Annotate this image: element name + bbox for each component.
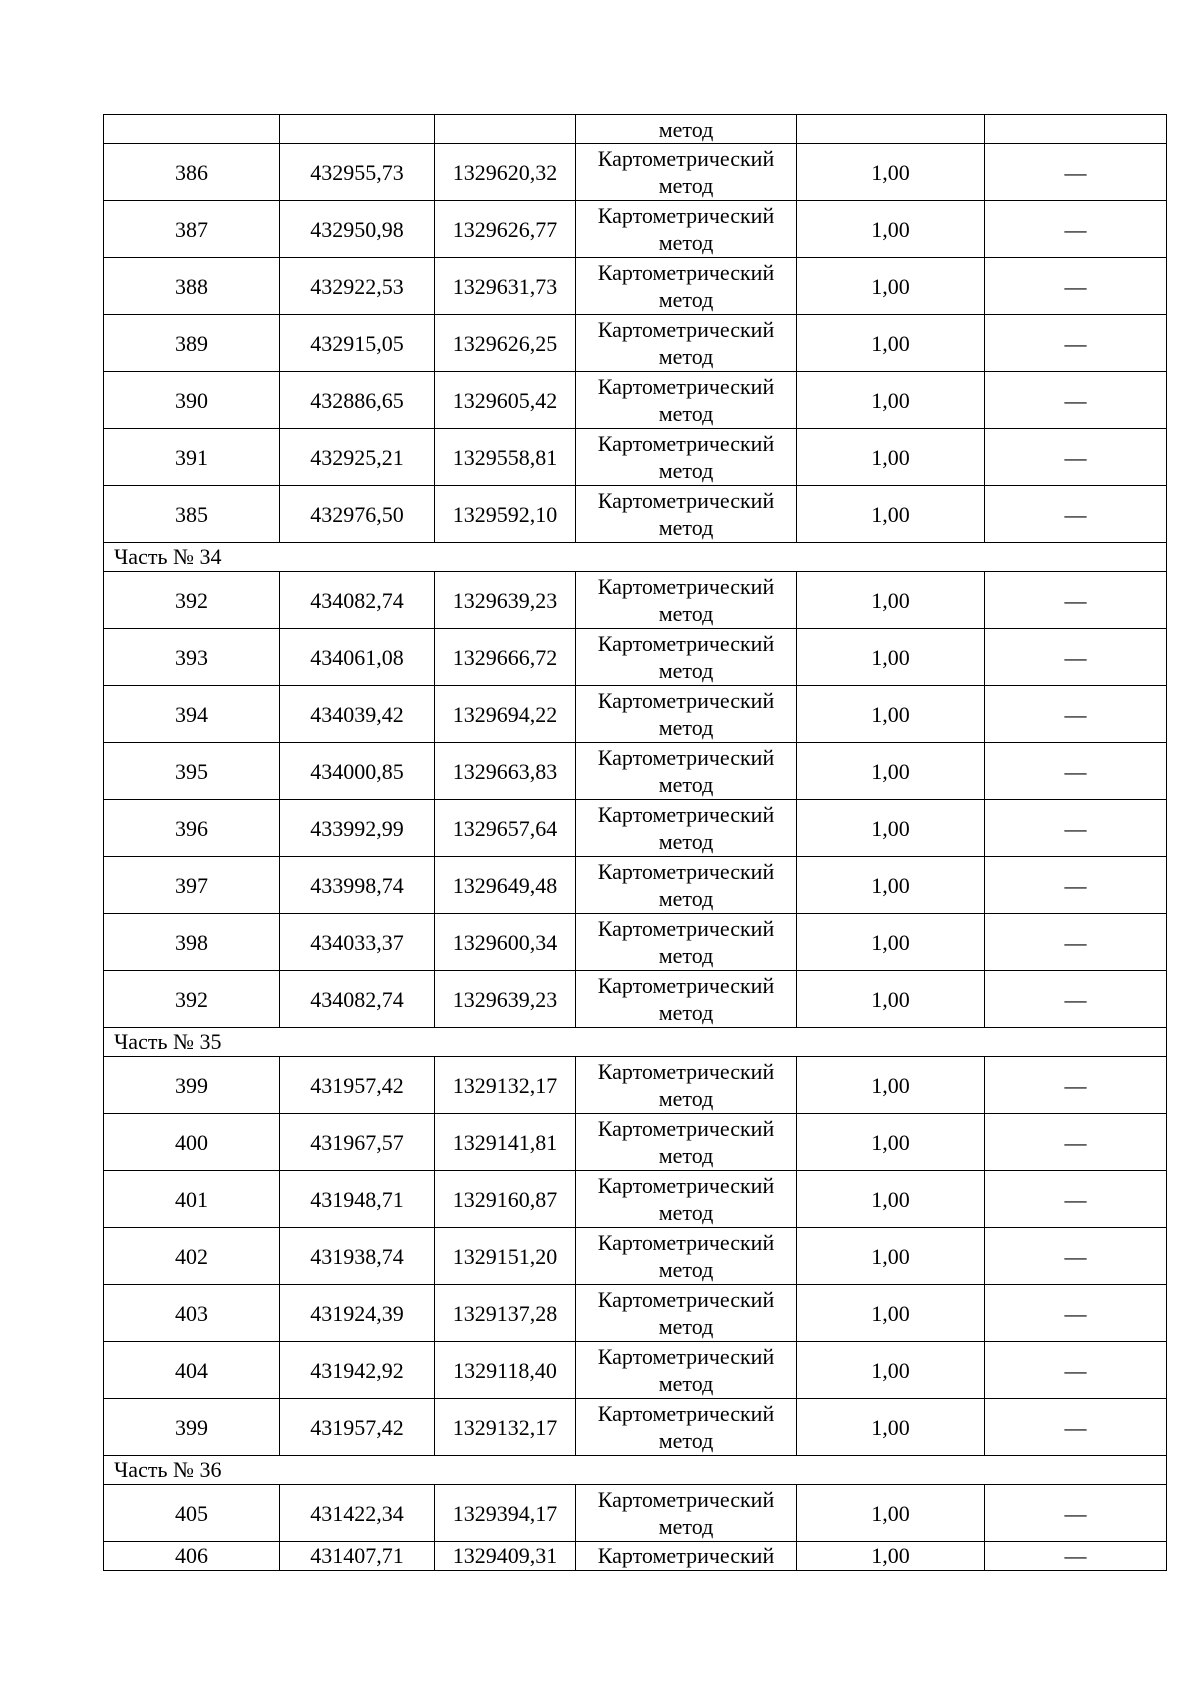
point-number-cell: 398 [104, 914, 280, 971]
method-cell [576, 315, 797, 372]
method-line-1: Картометрический [597, 146, 775, 171]
point-number-cell: 393 [104, 629, 280, 686]
method-cell [576, 971, 797, 1028]
x-coordinate-cell: 431422,34 [280, 1485, 435, 1542]
coordinates-table-body [104, 115, 1167, 1571]
point-number-cell: 400 [104, 1114, 280, 1171]
method-line-2: метод [658, 1143, 714, 1168]
part-header-row [104, 543, 1167, 572]
method-cell [576, 1285, 797, 1342]
x-coordinate-cell: 434000,85 [280, 743, 435, 800]
method-cell [576, 629, 797, 686]
table-row [104, 1171, 1167, 1228]
method-line-1: Картометрический [597, 745, 775, 770]
method-line-2: метод [658, 1428, 714, 1453]
method-line-1: Картометрический [597, 488, 775, 513]
accuracy-cell: 1,00 [797, 429, 985, 486]
x-coordinate-cell: 431948,71 [280, 1171, 435, 1228]
description-cell [985, 1114, 1167, 1171]
method-cell [576, 857, 797, 914]
accuracy-cell: 1,00 [797, 315, 985, 372]
method-cell [576, 1057, 797, 1114]
dash-mark: — [1064, 872, 1087, 898]
method-line-1: Картометрический [597, 1230, 775, 1255]
x-coordinate-cell: 431967,57 [280, 1114, 435, 1171]
table-row [104, 372, 1167, 429]
method-cell [576, 914, 797, 971]
table-row [104, 971, 1167, 1028]
point-number-cell: 403 [104, 1285, 280, 1342]
method-line-1: Картометрический [597, 1287, 775, 1312]
method-cell [576, 429, 797, 486]
y-coordinate-cell: 1329592,10 [435, 486, 576, 543]
description-cell [985, 201, 1167, 258]
method-line-2: метод [658, 829, 714, 854]
y-coordinate-cell: 1329558,81 [435, 429, 576, 486]
y-coordinate-cell: 1329649,48 [435, 857, 576, 914]
dash-mark: — [1064, 1543, 1087, 1568]
description-cell [985, 258, 1167, 315]
y-coordinate-cell: 1329666,72 [435, 629, 576, 686]
y-coordinate-cell: 1329663,83 [435, 743, 576, 800]
accuracy-cell: 1,00 [797, 1228, 985, 1285]
x-coordinate-cell: 432915,05 [280, 315, 435, 372]
part-header-row [104, 1456, 1167, 1485]
method-line-1: Картометрический [597, 1401, 775, 1426]
x-coordinate-cell: 434039,42 [280, 686, 435, 743]
dash-mark: — [1064, 330, 1087, 356]
accuracy-cell: 1,00 [797, 800, 985, 857]
point-number-cell: 394 [104, 686, 280, 743]
dash-mark: — [1064, 1186, 1087, 1212]
part-label: Часть № 36 [104, 1456, 1167, 1485]
accuracy-cell: 1,00 [797, 629, 985, 686]
y-coordinate-cell: 1329626,77 [435, 201, 576, 258]
method-cell [576, 1399, 797, 1456]
y-coordinate-cell: 1329657,64 [435, 800, 576, 857]
method-line-2: метод [658, 173, 714, 198]
dash-mark: — [1064, 815, 1087, 841]
method-cell [576, 1171, 797, 1228]
y-coordinate-cell: 1329394,17 [435, 1485, 576, 1542]
accuracy-cell: 1,00 [797, 914, 985, 971]
method-cell [576, 572, 797, 629]
table-row [104, 201, 1167, 258]
description-cell [985, 1285, 1167, 1342]
dash-mark: — [1064, 216, 1087, 242]
method-line-1: Картометрический [597, 859, 775, 884]
accuracy-cell: 1,00 [797, 743, 985, 800]
accuracy-cell: 1,00 [797, 857, 985, 914]
x-coordinate-cell: 432950,98 [280, 201, 435, 258]
method-cell: метод [576, 115, 797, 144]
method-line-1: Картометрический [597, 1173, 775, 1198]
accuracy-cell: 1,00 [797, 971, 985, 1028]
y-coordinate-cell: 1329137,28 [435, 1285, 576, 1342]
method-cell [576, 1114, 797, 1171]
method-line-1: Картометрический [597, 431, 775, 456]
method-line-1: Картометрический [597, 1487, 775, 1512]
x-coordinate-cell: 432922,53 [280, 258, 435, 315]
x-coordinate-cell: 432886,65 [280, 372, 435, 429]
method-cell [576, 1342, 797, 1399]
method-line-2: метод [658, 458, 714, 483]
accuracy-cell: 1,00 [797, 1114, 985, 1171]
y-coordinate-cell: 1329626,25 [435, 315, 576, 372]
accuracy-cell: 1,00 [797, 1399, 985, 1456]
y-coordinate-cell: 1329600,34 [435, 914, 576, 971]
x-coordinate-cell: 434061,08 [280, 629, 435, 686]
method-cell [576, 743, 797, 800]
method-line-2: метод [658, 772, 714, 797]
x-coordinate-cell: 431924,39 [280, 1285, 435, 1342]
method-line-2: метод [658, 515, 714, 540]
description-cell [985, 1057, 1167, 1114]
point-number-cell: 399 [104, 1399, 280, 1456]
x-coordinate-cell: 432955,73 [280, 144, 435, 201]
method-cell [576, 686, 797, 743]
x-coordinate-cell: 433998,74 [280, 857, 435, 914]
dash-mark: — [1064, 644, 1087, 670]
accuracy-cell: 1,00 [797, 1342, 985, 1399]
point-number-cell: 396 [104, 800, 280, 857]
method-line-1: Картометрический [597, 688, 775, 713]
table-row [104, 1399, 1167, 1456]
description-cell [985, 629, 1167, 686]
table-row-continued [104, 115, 1167, 144]
accuracy-cell: 1,00 [797, 1542, 985, 1571]
description-cell [985, 743, 1167, 800]
x-coordinate-cell: 431938,74 [280, 1228, 435, 1285]
y-coordinate-cell: 1329132,17 [435, 1399, 576, 1456]
x-coordinate-cell: 431957,42 [280, 1057, 435, 1114]
method-cell [576, 372, 797, 429]
point-number-cell: 391 [104, 429, 280, 486]
accuracy-cell: 1,00 [797, 686, 985, 743]
method-line-1: Картометрический [597, 631, 775, 656]
method-cell [576, 800, 797, 857]
table-row [104, 914, 1167, 971]
y-coordinate-cell: 1329605,42 [435, 372, 576, 429]
point-number-cell [104, 115, 280, 144]
table-row [104, 1542, 1167, 1571]
dash-mark: — [1064, 587, 1087, 613]
method-line-1: Картометрический [597, 973, 775, 998]
description-cell [985, 572, 1167, 629]
accuracy-cell: 1,00 [797, 572, 985, 629]
part-label: Часть № 35 [104, 1028, 1167, 1057]
x-coordinate-cell: 434033,37 [280, 914, 435, 971]
description-cell [985, 429, 1167, 486]
point-number-cell: 386 [104, 144, 280, 201]
method-cell [576, 1485, 797, 1542]
x-coordinate-cell: 434082,74 [280, 572, 435, 629]
method-line-1: Картометрический [597, 1116, 775, 1141]
description-cell [985, 486, 1167, 543]
accuracy-cell: 1,00 [797, 372, 985, 429]
y-coordinate-cell: 1329409,31 [435, 1542, 576, 1571]
method-line-2: метод [658, 943, 714, 968]
accuracy-cell: 1,00 [797, 1485, 985, 1542]
table-row [104, 486, 1167, 543]
point-number-cell: 395 [104, 743, 280, 800]
y-coordinate-cell: 1329141,81 [435, 1114, 576, 1171]
table-row [104, 315, 1167, 372]
dash-mark: — [1064, 159, 1087, 185]
part-label: Часть № 34 [104, 543, 1167, 572]
y-coordinate-cell: 1329631,73 [435, 258, 576, 315]
description-cell [985, 315, 1167, 372]
y-coordinate-cell: 1329620,32 [435, 144, 576, 201]
dash-mark: — [1064, 501, 1087, 527]
accuracy-cell: 1,00 [797, 1057, 985, 1114]
y-coordinate-cell: 1329694,22 [435, 686, 576, 743]
point-number-cell: 389 [104, 315, 280, 372]
dash-mark: — [1064, 1243, 1087, 1269]
x-coordinate-cell: 431957,42 [280, 1399, 435, 1456]
method-line-2: метод [658, 601, 714, 626]
table-row [104, 1228, 1167, 1285]
y-coordinate-cell: 1329160,87 [435, 1171, 576, 1228]
method-cell [576, 1542, 797, 1571]
point-number-cell: 405 [104, 1485, 280, 1542]
x-coordinate-cell: 433992,99 [280, 800, 435, 857]
method-cell [576, 1228, 797, 1285]
point-number-cell: 387 [104, 201, 280, 258]
table-row [104, 800, 1167, 857]
dash-mark: — [1064, 1414, 1087, 1440]
table-row [104, 686, 1167, 743]
accuracy-cell: 1,00 [797, 486, 985, 543]
method-line-2: метод [658, 886, 714, 911]
part-header-row [104, 1028, 1167, 1057]
method-line-2: метод [658, 230, 714, 255]
accuracy-cell: 1,00 [797, 201, 985, 258]
dash-mark: — [1064, 1500, 1087, 1526]
method-line-1: Картометрический [597, 203, 775, 228]
dash-mark: — [1064, 1072, 1087, 1098]
coordinates-table [103, 114, 1167, 1571]
dash-mark: — [1064, 387, 1087, 413]
point-number-cell: 392 [104, 971, 280, 1028]
method-line-1: Картометрический [597, 1543, 775, 1568]
dash-mark: — [1064, 273, 1087, 299]
table-row [104, 1057, 1167, 1114]
description-cell [985, 144, 1167, 201]
table-row [104, 629, 1167, 686]
table-row [104, 258, 1167, 315]
table-row [104, 1114, 1167, 1171]
point-number-cell: 397 [104, 857, 280, 914]
description-cell [985, 1228, 1167, 1285]
description-cell [985, 1399, 1167, 1456]
method-line-2: метод [658, 1086, 714, 1111]
y-coordinate-cell: 1329151,20 [435, 1228, 576, 1285]
point-number-cell: 399 [104, 1057, 280, 1114]
accuracy-cell: 1,00 [797, 1171, 985, 1228]
accuracy-cell: 1,00 [797, 1285, 985, 1342]
point-number-cell: 388 [104, 258, 280, 315]
point-number-cell: 404 [104, 1342, 280, 1399]
method-cell [576, 144, 797, 201]
method-line-1: Картометрический [597, 1344, 775, 1369]
table-row [104, 743, 1167, 800]
x-coordinate-cell: 431407,71 [280, 1542, 435, 1571]
point-number-cell: 392 [104, 572, 280, 629]
description-cell [985, 372, 1167, 429]
method-cell [576, 486, 797, 543]
accuracy-cell: 1,00 [797, 258, 985, 315]
method-line-1: Картометрический [597, 374, 775, 399]
method-line-1: Картометрический [597, 916, 775, 941]
x-coordinate-cell [280, 115, 435, 144]
x-coordinate-cell: 432976,50 [280, 486, 435, 543]
table-row [104, 572, 1167, 629]
accuracy-cell: 1,00 [797, 144, 985, 201]
method-line-2: метод [658, 287, 714, 312]
method-line-2: метод [658, 1257, 714, 1282]
x-coordinate-cell: 432925,21 [280, 429, 435, 486]
table-row [104, 429, 1167, 486]
method-line-2: метод [658, 401, 714, 426]
description-cell [985, 115, 1167, 144]
description-cell [985, 1485, 1167, 1542]
description-cell [985, 1542, 1167, 1571]
description-cell [985, 971, 1167, 1028]
dash-mark: — [1064, 1300, 1087, 1326]
method-line-2: метод [658, 658, 714, 683]
table-row [104, 1285, 1167, 1342]
description-cell [985, 686, 1167, 743]
method-line-2: метод [658, 344, 714, 369]
method-line-2: метод [658, 1200, 714, 1225]
dash-mark: — [1064, 444, 1087, 470]
method-line-2: метод [658, 1314, 714, 1339]
dash-mark: — [1064, 986, 1087, 1012]
method-line-1: Картометрический [597, 260, 775, 285]
description-cell [985, 1171, 1167, 1228]
method-line-2: метод [658, 1371, 714, 1396]
method-cell [576, 201, 797, 258]
description-cell [985, 800, 1167, 857]
x-coordinate-cell: 431942,92 [280, 1342, 435, 1399]
y-coordinate-cell [435, 115, 576, 144]
method-line-2: метод [658, 1000, 714, 1025]
point-number-cell: 390 [104, 372, 280, 429]
description-cell [985, 1342, 1167, 1399]
accuracy-cell [797, 115, 985, 144]
dash-mark: — [1064, 1129, 1087, 1155]
method-line-1: Картометрический [597, 1059, 775, 1084]
y-coordinate-cell: 1329639,23 [435, 971, 576, 1028]
y-coordinate-cell: 1329132,17 [435, 1057, 576, 1114]
y-coordinate-cell: 1329118,40 [435, 1342, 576, 1399]
description-cell [985, 914, 1167, 971]
table-row [104, 1342, 1167, 1399]
table-row [104, 144, 1167, 201]
point-number-cell: 406 [104, 1542, 280, 1571]
method-line-1: Картометрический [597, 317, 775, 342]
dash-mark: — [1064, 758, 1087, 784]
point-number-cell: 402 [104, 1228, 280, 1285]
description-cell [985, 857, 1167, 914]
x-coordinate-cell: 434082,74 [280, 971, 435, 1028]
table-row [104, 1485, 1167, 1542]
dash-mark: — [1064, 701, 1087, 727]
point-number-cell: 385 [104, 486, 280, 543]
dash-mark: — [1064, 929, 1087, 955]
method-line-1: Картометрический [597, 802, 775, 827]
dash-mark: — [1064, 1357, 1087, 1383]
table-row [104, 857, 1167, 914]
point-number-cell: 401 [104, 1171, 280, 1228]
method-cell [576, 258, 797, 315]
method-line-2: метод [658, 715, 714, 740]
method-line-2: метод [658, 1514, 714, 1539]
method-line-1: Картометрический [597, 574, 775, 599]
y-coordinate-cell: 1329639,23 [435, 572, 576, 629]
